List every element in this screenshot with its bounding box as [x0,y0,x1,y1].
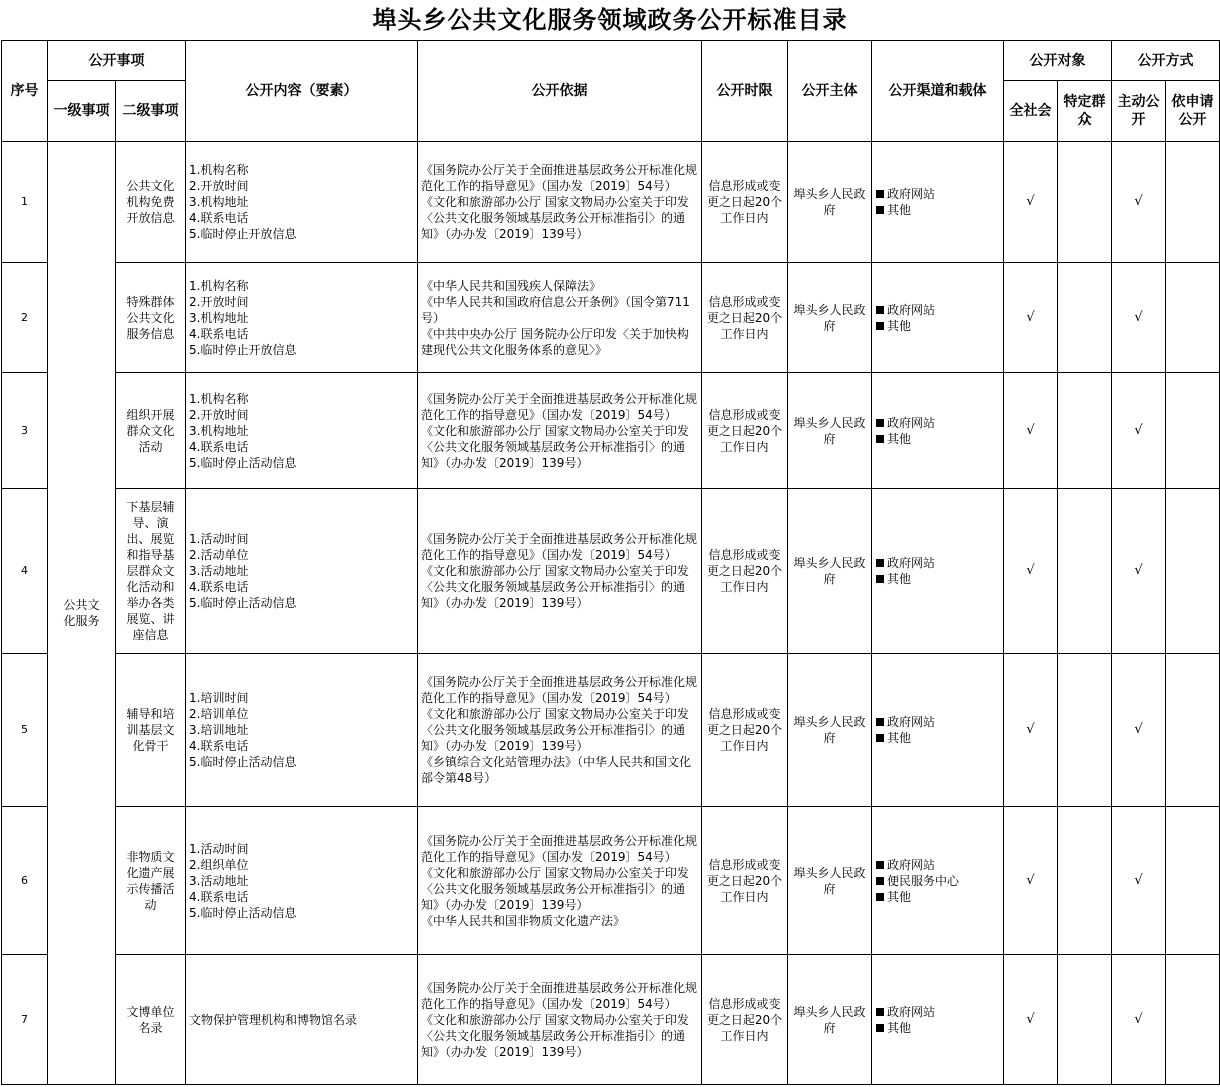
header-level1: 一级事项 [48,81,116,142]
header-time-limit: 公开时限 [702,41,788,142]
table-row [2,263,1220,373]
basis-cell: 《国务院办公厅关于全面推进基层政务公开标准化规范化工作的指导意见》（国办发〔2019〕54号） 《文化和旅游部办公厅 国家文物局办公室关于印发〈公共文化服务领域基层政务公开标准指引〉的通知》（办办发〔2019〕139号） [418,955,702,1085]
channel-label: 其他 [887,203,912,217]
on-request-cell [1166,654,1220,807]
header-matter: 公开事项 [48,41,186,81]
subject-cell: 埠头乡人民政府 [788,142,872,263]
filled-square-icon [876,435,884,443]
specific-group-cell [1058,373,1112,489]
active-check: √ [1112,263,1166,373]
channel-cell [872,654,1004,807]
row-index: 4 [2,489,48,654]
whole-society-check: √ [1004,955,1058,1085]
channel-cell [872,489,1004,654]
level2-item: 非物质文化遗产展示传播活动 [116,807,186,955]
content-cell: 1.机构名称 2.开放时间 3.机构地址 4.联系电话 5.临时停止开放信息 [186,263,418,373]
filled-square-icon [876,734,884,742]
channel-cell [872,807,1004,955]
specific-group-cell [1058,955,1112,1085]
table-row [2,807,1220,955]
content-cell: 1.机构名称 2.开放时间 3.机构地址 4.联系电话 5.临时停止活动信息 [186,373,418,489]
basis-cell: 《国务院办公厅关于全面推进基层政务公开标准化规范化工作的指导意见》（国办发〔2019〕54号） 《文化和旅游部办公厅 国家文物局办公室关于印发〈公共文化服务领域基层政务公开标准指引〉的通知》（办办发〔2019〕139号） [418,373,702,489]
table-row [2,489,1220,654]
channel-label: 政府网站 [887,415,936,430]
filled-square-icon [876,718,884,726]
basis-cell: 《国务院办公厅关于全面推进基层政务公开标准化规范化工作的指导意见》（国办发〔2019〕54号） 《文化和旅游部办公厅 国家文物局办公室关于印发〈公共文化服务领域基层政务公开标准指引〉的通知》（办办发〔2019〕139号） [418,489,702,654]
channel-item [876,1004,1001,1020]
channel-item [876,873,1001,889]
channel-item [876,415,1001,431]
header-target: 公开对象 [1004,41,1112,81]
on-request-cell [1166,263,1220,373]
filled-square-icon [876,1008,884,1016]
channel-label: 其他 [887,1020,912,1035]
active-check: √ [1112,489,1166,654]
subject-cell: 埠头乡人民政府 [788,807,872,955]
channel-item [876,302,1001,318]
catalog-table [1,40,1220,1085]
channel-cell [872,373,1004,489]
on-request-cell [1166,373,1220,489]
filled-square-icon [876,206,884,214]
active-check: √ [1112,807,1166,955]
time-limit-cell: 信息形成或变更之日起20个工作日内 [702,142,788,263]
header-method: 公开方式 [1112,41,1220,81]
level2-item: 特殊群体公共文化服务信息 [116,263,186,373]
channel-item [876,571,1001,587]
level2-item: 组织开展群众文化活动 [116,373,186,489]
content-cell: 1.活动时间 2.组织单位 3.活动地址 4.联系电话 5.临时停止活动信息 [186,807,418,955]
specific-group-cell [1058,489,1112,654]
header-basis: 公开依据 [418,41,702,142]
filled-square-icon [876,861,884,869]
filled-square-icon [876,893,884,901]
active-check: √ [1112,373,1166,489]
channel-item [876,318,1001,334]
table-row [2,955,1220,1085]
time-limit-cell: 信息形成或变更之日起20个工作日内 [702,955,788,1085]
content-cell: 1.培训时间 2.培训单位 3.培训地址 4.联系电话 5.临时停止活动信息 [186,654,418,807]
channel-label: 其他 [887,318,912,333]
filled-square-icon [876,190,884,198]
channel-item [876,714,1001,730]
channel-cell [872,263,1004,373]
channel-label: 其他 [887,431,912,446]
header-specific-group: 特定群众 [1058,81,1112,142]
row-index: 7 [2,955,48,1085]
specific-group-cell [1058,654,1112,807]
header-seq: 序号 [2,41,48,142]
channel-item [876,1020,1001,1036]
on-request-cell [1166,807,1220,955]
channel-label: 政府网站 [887,187,936,201]
basis-cell: 《国务院办公厅关于全面推进基层政务公开标准化规范化工作的指导意见》（国办发〔2019〕54号） 《文化和旅游部办公厅 国家文物局办公室关于印发〈公共文化服务领域基层政务公开标准指引〉的通知》（办办发〔2019〕139号） [418,142,702,263]
channel-item [876,555,1001,571]
whole-society-check: √ [1004,142,1058,263]
specific-group-cell [1058,142,1112,263]
time-limit-cell: 信息形成或变更之日起20个工作日内 [702,373,788,489]
page-title: 埠头乡公共文化服务领域政务公开标准目录 [372,5,848,34]
content-cell: 1.活动时间 2.活动单位 3.活动地址 4.联系电话 5.临时停止活动信息 [186,489,418,654]
subject-cell: 埠头乡人民政府 [788,373,872,489]
on-request-cell [1166,489,1220,654]
row-index: 2 [2,263,48,373]
filled-square-icon [876,575,884,583]
whole-society-check: √ [1004,373,1058,489]
filled-square-icon [876,322,884,330]
level2-item: 公共文化机构免费开放信息 [116,142,186,263]
basis-cell: 《国务院办公厅关于全面推进基层政务公开标准化规范化工作的指导意见》（国办发〔2019〕54号） 《文化和旅游部办公厅 国家文物局办公室关于印发〈公共文化服务领域基层政务公开标准指引〉的通知》（办办发〔2019〕139号） 《乡镇综合文化站管理办法》（中华人民共和国文化部令第48号） [418,654,702,807]
time-limit-cell: 信息形成或变更之日起20个工作日内 [702,654,788,807]
header-active: 主动公开 [1112,81,1166,142]
channel-label: 政府网站 [887,302,936,317]
channel-label: 其他 [887,731,912,745]
subject-cell: 埠头乡人民政府 [788,955,872,1085]
basis-cell: 《中华人民共和国残疾人保障法》 《中华人民共和国政府信息公开条例》（国令第711号） 《中共中央办公厅 国务院办公厅印发〈关于加快构建现代公共文化服务体系的意见〉》 [418,263,702,373]
channel-item [876,889,1001,905]
filled-square-icon [876,1024,884,1032]
channel-label: 政府网站 [887,1004,936,1019]
header-content: 公开内容（要素） [186,41,418,142]
time-limit-cell: 信息形成或变更之日起20个工作日内 [702,263,788,373]
content-cell: 1.机构名称 2.开放时间 3.机构地址 4.联系电话 5.临时停止开放信息 [186,142,418,263]
channel-label: 其他 [887,572,912,586]
time-limit-cell: 信息形成或变更之日起20个工作日内 [702,489,788,654]
channel-label: 政府网站 [887,556,936,570]
row-index: 3 [2,373,48,489]
subject-cell: 埠头乡人民政府 [788,489,872,654]
level2-item: 辅导和培训基层文化骨干 [116,654,186,807]
channel-label: 政府网站 [887,857,936,872]
content-cell: 文物保护管理机构和博物馆名录 [186,955,418,1085]
time-limit-cell: 信息形成或变更之日起20个工作日内 [702,807,788,955]
header-level2: 二级事项 [116,81,186,142]
level2-item: 文博单位名录 [116,955,186,1085]
whole-society-check: √ [1004,807,1058,955]
level1-item: 公共文化服务 [48,142,116,1085]
channel-item [876,857,1001,873]
channel-item [876,730,1001,746]
row-index: 6 [2,807,48,955]
filled-square-icon [876,877,884,885]
row-index: 1 [2,142,48,263]
channel-label: 其他 [887,889,912,904]
basis-cell: 《国务院办公厅关于全面推进基层政务公开标准化规范化工作的指导意见》（国办发〔2019〕54号） 《文化和旅游部办公厅 国家文物局办公室关于印发〈公共文化服务领域基层政务公开标准指引〉的通知》（办办发〔2019〕139号） 《中华人民共和国非物质文化遗产法》 [418,807,702,955]
channel-item [876,202,1001,218]
header-whole-society: 全社会 [1004,81,1058,142]
filled-square-icon [876,559,884,567]
table-row [2,654,1220,807]
channel-label: 便民服务中心 [887,873,960,888]
filled-square-icon [876,419,884,427]
channel-item [876,186,1001,202]
level2-item: 下基层辅导、演出、展览和指导基层群众文化活动和举办各类展览、讲座信息 [116,489,186,654]
table-row [2,142,1220,263]
whole-society-check: √ [1004,489,1058,654]
header-on-request: 依申请公开 [1166,81,1220,142]
table-row [2,373,1220,489]
channel-item [876,431,1001,447]
header-channel: 公开渠道和载体 [872,41,1004,142]
active-check: √ [1112,955,1166,1085]
whole-society-check: √ [1004,654,1058,807]
on-request-cell [1166,142,1220,263]
subject-cell: 埠头乡人民政府 [788,654,872,807]
channel-label: 政府网站 [887,715,936,729]
specific-group-cell [1058,807,1112,955]
specific-group-cell [1058,263,1112,373]
on-request-cell [1166,955,1220,1085]
channel-cell [872,142,1004,263]
subject-cell: 埠头乡人民政府 [788,263,872,373]
channel-cell [872,955,1004,1085]
active-check: √ [1112,142,1166,263]
header-subject: 公开主体 [788,41,872,142]
row-index: 5 [2,654,48,807]
filled-square-icon [876,306,884,314]
active-check: √ [1112,654,1166,807]
whole-society-check: √ [1004,263,1058,373]
